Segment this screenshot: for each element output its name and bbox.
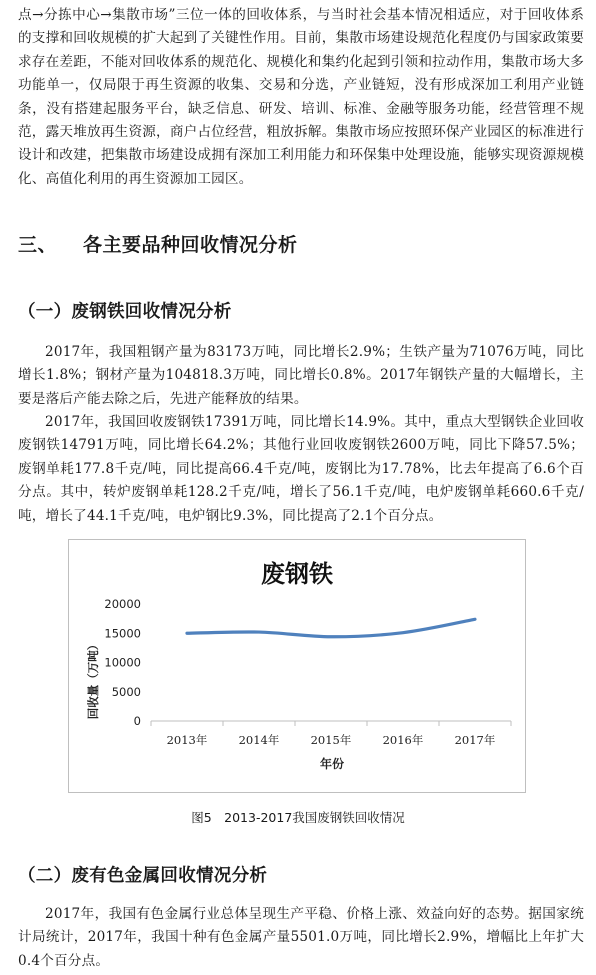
section-title: 各主要品种回收情况分析	[83, 234, 298, 256]
y-tick-label: 5000	[111, 684, 141, 699]
intro-paragraph: 点→分拣中心→集散市场”三位一体的回收体系，与当时社会基本情况相适应，对于回收体系的支撑和回收规模的扩大起到了关键性作用。目前，集散市场建设规范化程度仍与国家政策要求存在差距，不能对回收体系的规范化、规模化和集约化起到引领和拉动作用，集散市场大多功能单一，仅局限于再生资源的收集、交易和分选，产业链短，没有形成深加工利用产业链条，没有搭建起服务平台，缺乏信息、研发、培训、标准、金融等服务功能，经营管理不规范，露天堆放再生资源，商户占位经营，粗放拆解。集散市场应按照环保产业园区的标准进行设计和改建，把集散市场建设成拥有深加工利用能力和环保集中处理设施，能够实现资源规模化、高值化利用的再生资源加工园区。	[18, 7, 584, 187]
y-axis-label: 回收量（万吨）	[86, 638, 100, 720]
x-tick-label: 2017年	[454, 733, 496, 747]
chart-title: 废钢铁	[261, 560, 333, 588]
y-tick-label: 20000	[104, 597, 141, 611]
x-tick-label: 2013年	[166, 733, 208, 747]
figure-caption: 图5 2013-2017我国废钢铁回收情况	[191, 810, 405, 825]
y-tick-label: 15000	[104, 626, 141, 641]
y-tick-label: 10000	[104, 655, 141, 670]
x-tick-label: 2014年	[238, 733, 280, 747]
subsection-heading-scrap-steel: （一）废钢铁回收情况分析	[18, 302, 232, 322]
nonferrous-paragraph: 2017年，我国有色金属行业总体呈现生产平稳、价格上涨、效益向好的态势。据国家统计局统计，2017年，我国十种有色金属产量5501.0万吨，同比增长2.9%，增幅比上年扩大0.4个百分点。	[18, 906, 584, 969]
x-tick-label: 2016年	[382, 733, 424, 747]
y-axis-label-group	[86, 639, 100, 720]
x-axis-label: 年份	[319, 757, 345, 771]
x-tick-label: 2015年	[310, 733, 352, 747]
scrap-steel-recovery-paragraph: 2017年，我国回收废钢铁17391万吨，同比增长14.9%。其中，重点大型钢铁企业回收废钢铁14791万吨，同比增长64.2%；其他行业回收废钢铁2600万吨，同比下降57.5%；废钢单耗177.8千克/吨，同比提高66.4千克/吨，废钢比为17.78%，比去年提高了6.6个百分点。其中，转炉废钢单耗128.2千克/吨，增长了56.1千克/吨，电炉废钢单耗660.6千克/吨，增长了44.1千克/吨，电炉钢比9.3%，同比提高了2.1个百分点。	[18, 414, 584, 524]
section-number: 三、	[18, 234, 58, 256]
series-line	[187, 619, 475, 637]
chart-canvas	[69, 540, 525, 792]
section-heading	[18, 230, 298, 257]
scrap-steel-chart	[68, 539, 526, 793]
subsection-heading-nonferrous: （二）废有色金属回收情况分析	[18, 866, 268, 886]
steel-production-paragraph: 2017年，我国粗钢产量为83173万吨，同比增长2.9%；生铁产量为71076万吨，同比增长1.8%；钢材产量为104818.3万吨，同比增长0.8%。2017年钢铁产量的大幅增长，主要是落后产能去除之后，先进产能释放的结果。	[18, 344, 584, 407]
y-tick-label: 0	[133, 714, 141, 728]
